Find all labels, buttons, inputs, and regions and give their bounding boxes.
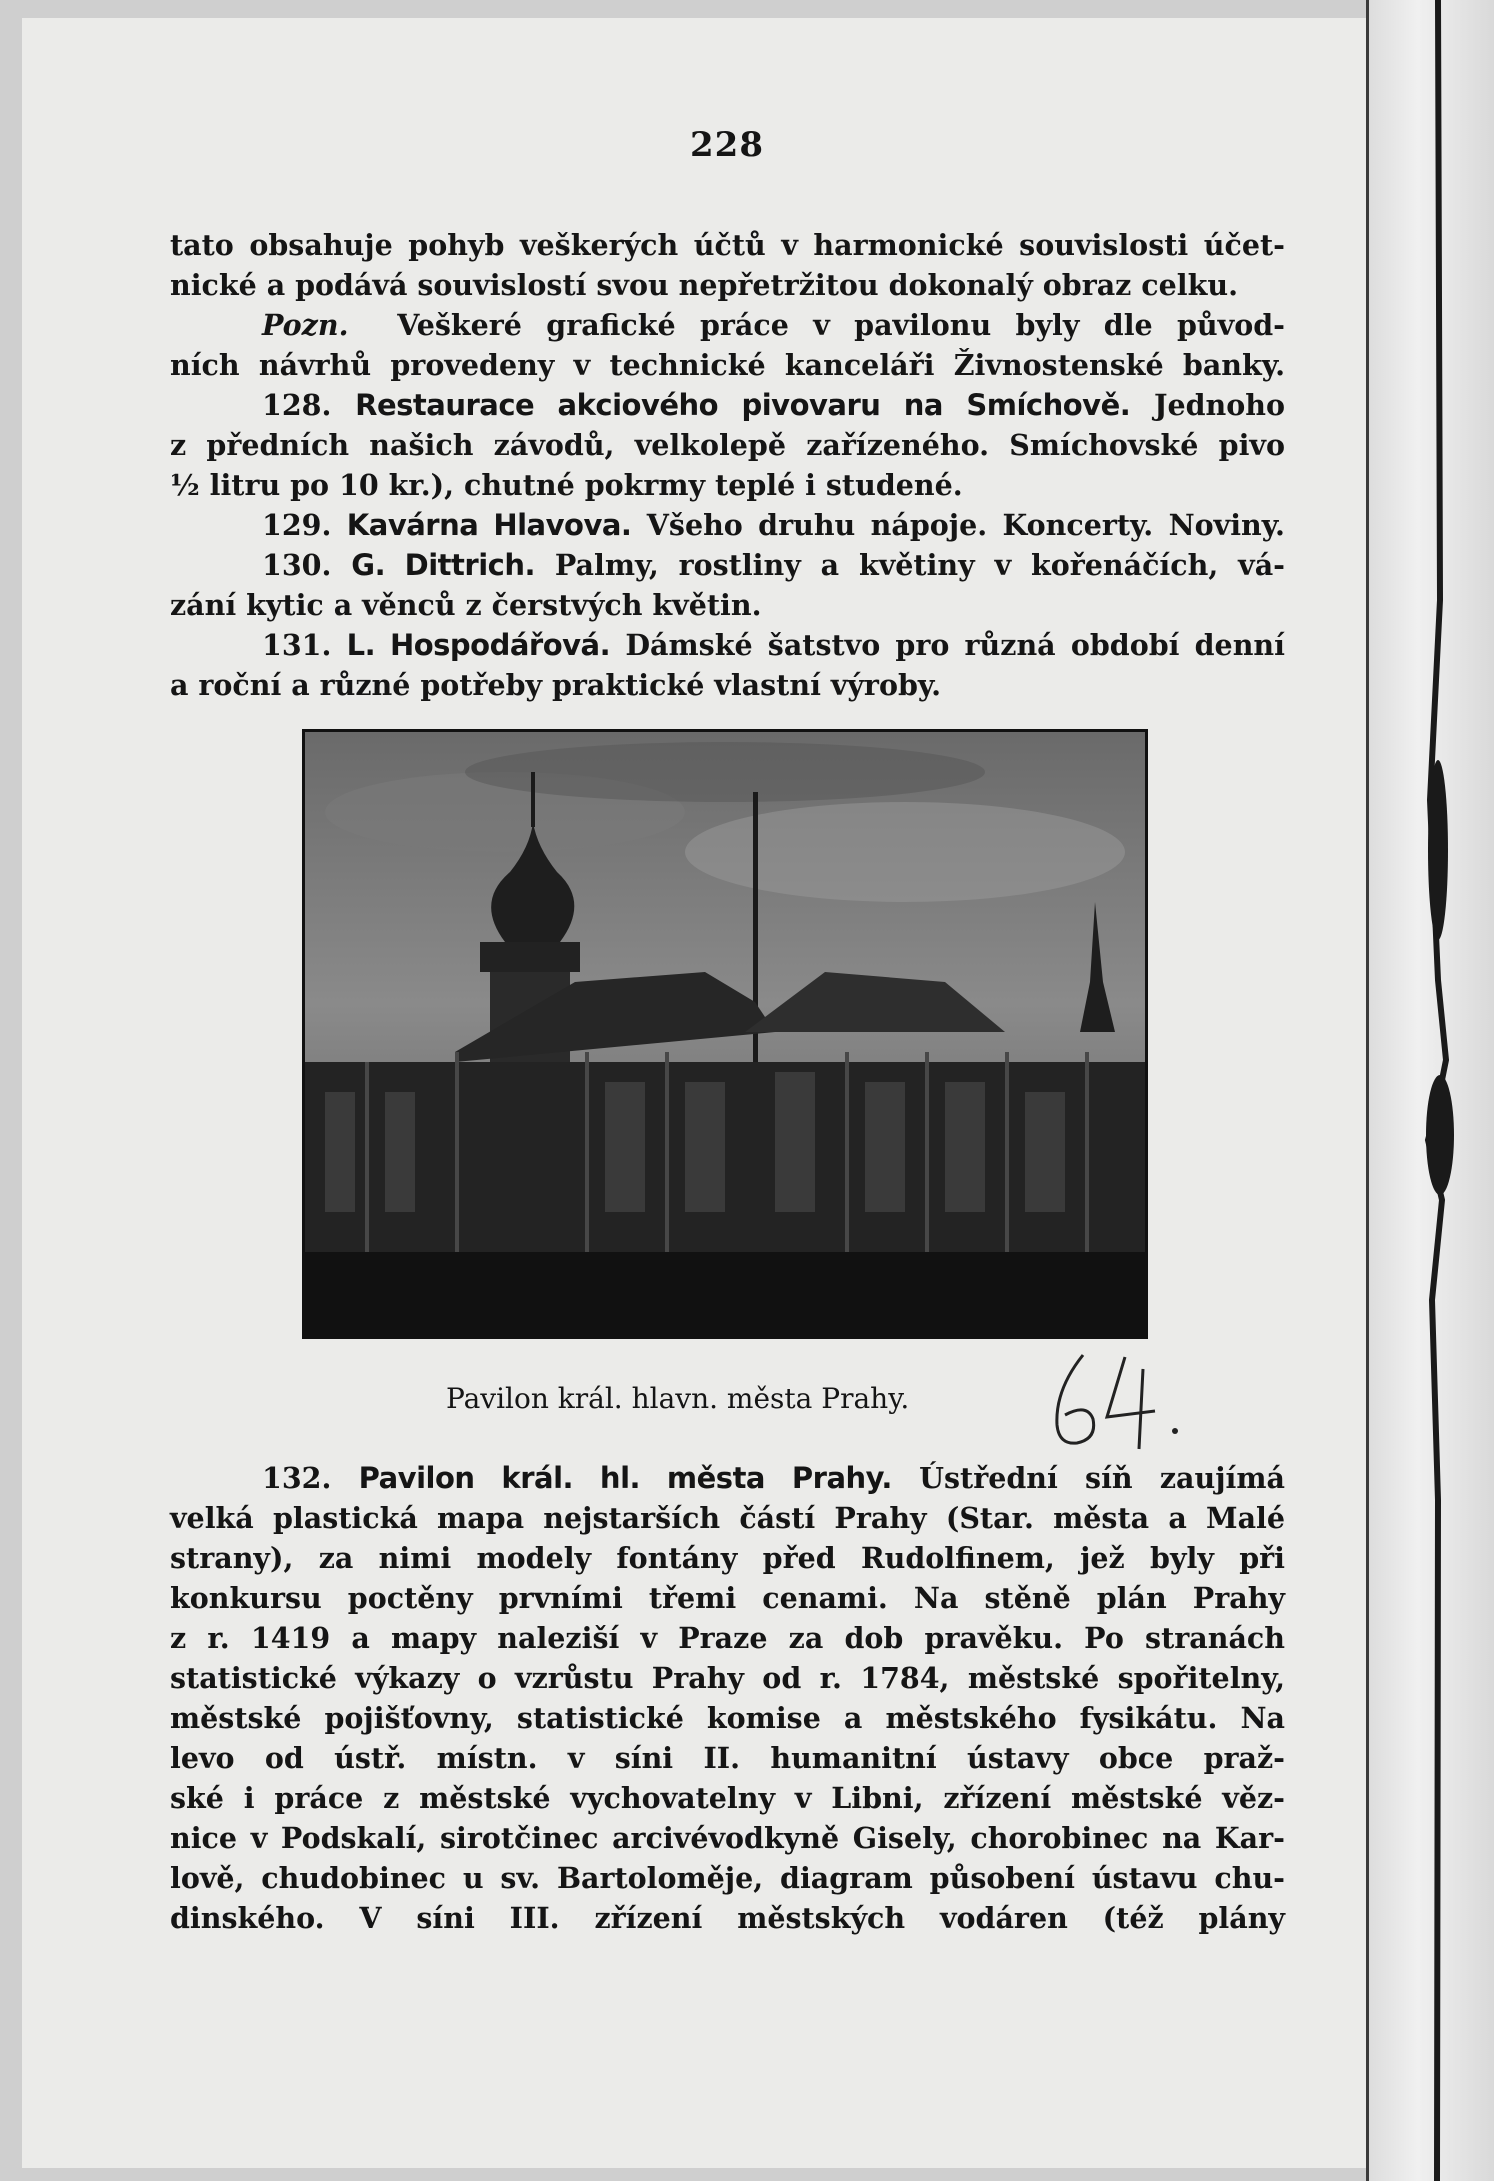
entry-number: 131. <box>262 628 332 662</box>
text-line: velká plastická mapa nejstarších částí Prahy (Star. města a Malé <box>170 1501 1285 1535</box>
entry-129: 129. Kavárna Hlavova. Všeho druhu nápoje. Koncerty. Noviny. <box>262 508 1285 542</box>
text-line: zání kytic a věnců z čerstvých květin. <box>170 588 762 622</box>
text-line: statistické výkazy o vzrůstu Prahy od r. 1784, městské spořitelny, <box>170 1661 1285 1695</box>
text-line: a roční a různé potřeby praktické vlastní výroby. <box>170 668 942 702</box>
entry-number: 128. <box>262 388 332 422</box>
text-line: městské pojišťovny, statistické komise a městského fysikátu. Na <box>170 1701 1285 1735</box>
handwritten-number-64 <box>1035 1345 1215 1455</box>
text-line: nické a podává souvislostí svou nepřetržitou dokonalý obraz celku. <box>170 268 1238 302</box>
bottom-text-block <box>170 1458 1285 1938</box>
entry-heading: G. Dittrich. <box>351 548 535 582</box>
entry-131: 131. L. Hospodářová. Dámské šatstvo pro různá období denní <box>262 628 1285 662</box>
entry-130: 130. G. Dittrich. Palmy, rostliny a květiny v kořenáčích, vá- <box>262 548 1285 582</box>
text-line: ské i práce z městské vychovatelny v Libni, zřízení městské věz- <box>170 1781 1285 1815</box>
entry-heading: Kavárna Hlavova. <box>346 508 632 542</box>
text-line: z r. 1419 a mapy naleziší v Praze za dob pravěku. Po stranách <box>170 1621 1285 1655</box>
text-line: ních návrhů provedeny v technické kanceláři Živnostenské banky. <box>170 348 1285 382</box>
text-line: strany), za nimi modely fontány před Rudolfinem, jež byly při <box>170 1541 1285 1575</box>
entry-heading: Pavilon král. hl. města Prahy. <box>358 1461 892 1495</box>
entry-heading: L. Hospodářová. <box>346 628 611 662</box>
entry-number: 132. <box>262 1461 332 1495</box>
entry-number: 129. <box>262 508 332 542</box>
text-line: levo od ústř. místn. v síni II. humanitní ústavy obce praž- <box>170 1741 1285 1775</box>
entry-132: 132. Pavilon král. hl. města Prahy. Ústřední síň zaujímá <box>262 1461 1285 1495</box>
text-line: konkursu poctěny prvními třemi cenami. Na stěně plán Prahy <box>170 1581 1285 1615</box>
text-line: tato obsahuje pohyb veškerých účtů v harmonické souvislosti účet- <box>170 228 1285 262</box>
page-edge-line <box>1366 0 1369 2181</box>
text-line: ½ litru po 10 kr.), chutné pokrmy teplé i studené. <box>170 468 963 502</box>
text-line: lově, chudobinec u sv. Bartoloměje, diagram působení ústavu chu- <box>170 1861 1285 1895</box>
text-line: z předních našich závodů, velkolepě zařízeného. Smíchovské pivo <box>170 428 1285 462</box>
note-label: Pozn. <box>262 308 349 342</box>
entry-number: 130. <box>262 548 332 582</box>
text-line: dinského. V síni III. zřízení městských vodáren (též plány <box>170 1901 1285 1935</box>
photo-caption: Pavilon král. hlavn. města Prahy. <box>446 1382 910 1415</box>
text-line: nice v Podskalí, sirotčinec arcivévodkyně Gisely, chorobinec na Kar- <box>170 1821 1285 1855</box>
pavilion-illustration <box>305 732 1145 1336</box>
page-number: 228 <box>690 125 764 165</box>
text-line: Pozn. Veškeré grafické práce v pavilonu byly dle původ- <box>262 308 1285 342</box>
top-text-block <box>170 225 1285 705</box>
pavilion-photograph <box>302 729 1148 1339</box>
entry-heading: Restaurace akciového pivovaru na Smíchově. <box>355 388 1131 422</box>
binding-ribbon <box>1418 0 1458 2181</box>
entry-128: 128. Restaurace akciového pivovaru na Smíchově. Jednoho <box>262 388 1285 422</box>
